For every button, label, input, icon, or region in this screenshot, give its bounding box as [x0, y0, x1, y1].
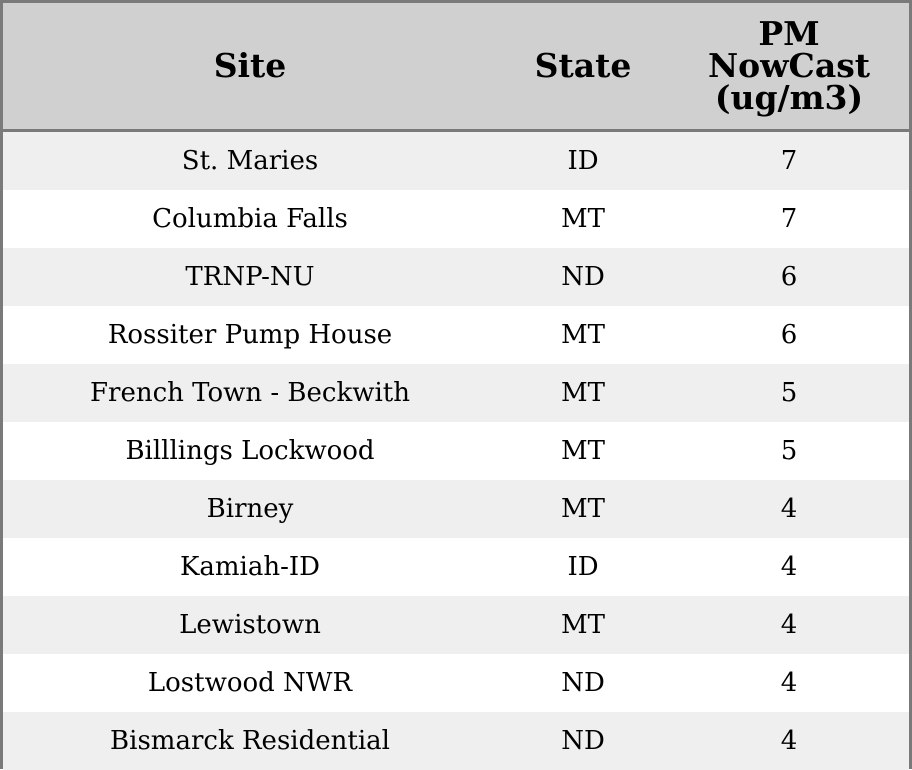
column-header-site: Site [213, 46, 287, 85]
cell-pm-nowcast: 6 [780, 320, 798, 350]
table-row [3, 654, 909, 712]
cell-state: MT [561, 320, 605, 350]
cell-site: Rossiter Pump House [107, 320, 393, 350]
table-row [3, 364, 909, 422]
table-row [3, 248, 909, 306]
table-row [3, 306, 909, 364]
column-header-state: State [534, 46, 632, 85]
cell-pm-nowcast: 4 [780, 552, 798, 582]
cell-state: MT [561, 378, 605, 408]
table-row [3, 712, 909, 770]
cell-pm-nowcast: 4 [780, 668, 798, 698]
cell-site: Kamiah-ID [179, 552, 321, 582]
cell-state: ND [561, 668, 605, 698]
table-row [3, 480, 909, 538]
cell-state: MT [561, 494, 605, 524]
cell-pm-nowcast: 7 [780, 204, 798, 234]
cell-pm-nowcast: 7 [780, 146, 798, 176]
cell-state: ID [567, 552, 599, 582]
cell-pm-nowcast: 6 [780, 262, 798, 292]
cell-site: French Town - Beckwith [89, 378, 411, 408]
table-row [3, 190, 909, 248]
cell-site: TRNP-NU [185, 262, 315, 292]
cell-site: Lostwood NWR [147, 668, 353, 698]
cell-state: ND [561, 726, 605, 756]
cell-site: Bismarck Residential [110, 726, 390, 756]
table-row [3, 596, 909, 654]
cell-pm-nowcast: 5 [780, 436, 798, 466]
cell-state: MT [561, 204, 605, 234]
cell-state: MT [561, 610, 605, 640]
cell-site: Billlings Lockwood [125, 436, 375, 466]
cell-state: ND [561, 262, 605, 292]
table-row [3, 422, 909, 480]
cell-pm-nowcast: 4 [780, 494, 798, 524]
cell-pm-nowcast: 4 [780, 610, 798, 640]
cell-site: Lewistown [179, 610, 321, 640]
cell-pm-nowcast: 5 [780, 378, 798, 408]
table-row [3, 538, 909, 596]
cell-site: St. Maries [181, 146, 319, 176]
column-header-pm-nowcast: PM NowCast (ug/m3) [707, 14, 871, 117]
cell-site: Columbia Falls [152, 204, 348, 234]
cell-pm-nowcast: 4 [780, 726, 798, 756]
cell-site: Birney [206, 494, 294, 524]
table-body [3, 132, 909, 770]
table-header-row [3, 3, 909, 132]
cell-state: MT [561, 436, 605, 466]
cell-state: ID [567, 146, 599, 176]
table-row [3, 132, 909, 190]
